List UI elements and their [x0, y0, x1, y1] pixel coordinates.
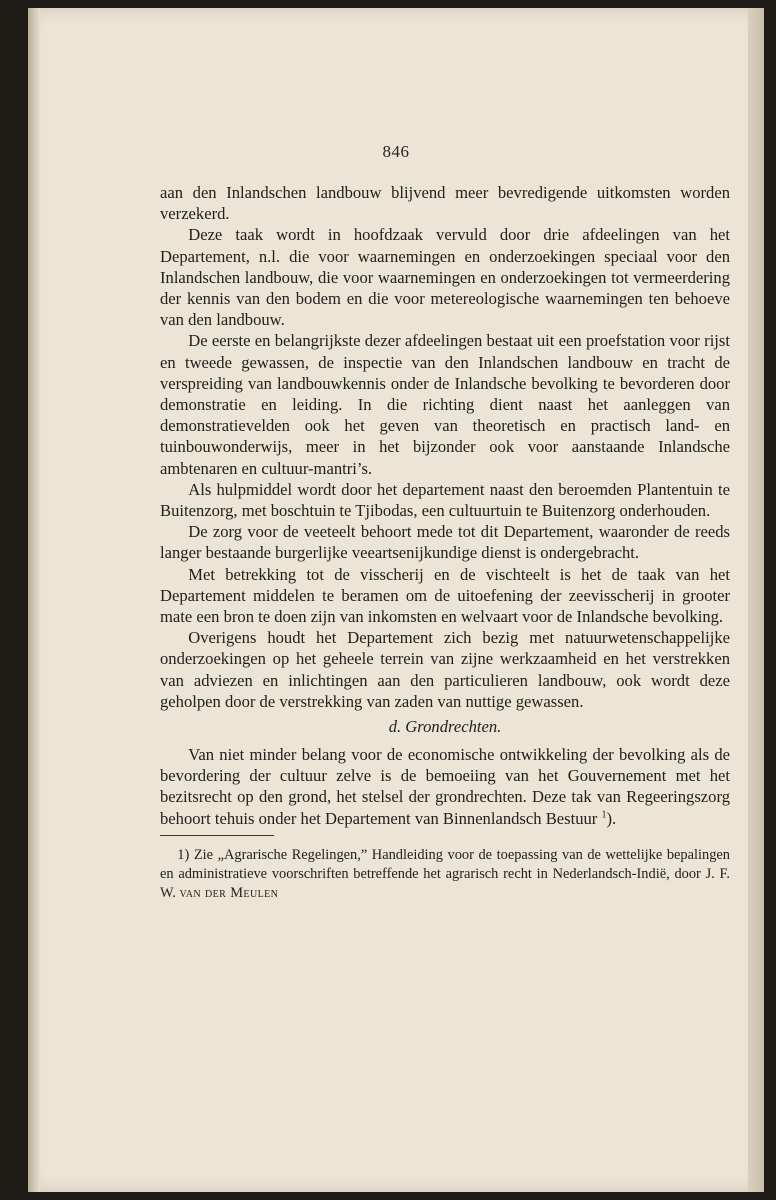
page-number: 846 — [382, 142, 410, 161]
footnote-text: 1) Zie „Agrarische Regelingen,” Handleiding voor de toepassing van de wettelijke bepalingen en administratieve voorschriften betreffende het agrarisch recht in Nederlandsch-Indië, door J. F. W. — [160, 846, 730, 901]
section-paragraph-text: Van niet minder belang voor de economische ontwikkeling der bevolking als de bevordering der cultuur zelve is de bemoeiing van het Gouvernement met het bezitsrecht op den grond, het stelsel der grondrechten. Deze tak van Regeeringszorg behoort tehuis onder het Departement van Binnenlandsch Bestuur — [160, 745, 730, 828]
paragraph-2: Deze taak wordt in hoofdzaak vervuld door drie afdeelingen van het Departement, n.l. die voor waarnemingen en onderzoekingen speciaal voor den Inlandschen landbouw, die voor waarnemingen en onderzoekingen tot vermeerdering der kennis van den bodem en die voor metereologische waarnemingen ten behoeve van den landbouw. — [160, 225, 730, 330]
section-heading: d. Grondrechten. — [388, 717, 502, 737]
footnote-divider — [160, 835, 274, 836]
footnote — [160, 846, 730, 903]
paragraph-3: De eerste en belangrijkste dezer afdeelingen bestaat uit een proefstation voor rijst en tweede gewassen, de inspectie van den Inlandschen landbouw en tracht de verspreiding van landbouwkennis onder de Inlandsche bevolking te bevorderen door demonstratie en leiding. In die richting dient naast het aanleggen van demonstratievelden ook het geven van theoretisch en practisch land- en tuinbouwonderwijs, meer in het bijzonder ook voor aanstaande Inlandsche ambtenaren en cultuur-mantri’s. — [160, 331, 730, 478]
book-page — [28, 8, 764, 1192]
paragraph-5: De zorg voor de veeteelt behoort mede tot dit Departement, waaronder de reeds langer bestaande burgerlijke veeartsenijkundige dienst is ondergebracht. — [160, 522, 730, 563]
paragraph-4: Als hulpmiddel wordt door het departement naast den beroemden Plantentuin te Buitenzorg, met boschtuin te Tjibodas, een cultuurtuin te Buitenzorg onderhouden. — [160, 479, 730, 521]
paragraph-7: Overigens houdt het Departement zich bezig met natuurwetenschappelijke onderzoekingen op het geheele terrein van zijne werkzaamheid en het verstrekken van adviezen en inlichtingen aan den particulieren landbouw, ook wordt deze geholpen door de verstrekking van zaden van nuttige gewassen. — [160, 628, 730, 711]
page-edge — [748, 8, 764, 1192]
footnote-author: van der Meulen — [179, 884, 279, 901]
footnote-marker: 1 — [601, 809, 607, 821]
paragraph-1: aan den Inlandschen landbouw blijvend meer bevredigende uitkomsten worden verzekerd. — [160, 183, 730, 224]
paragraph-6: Met betrekking tot de visscherij en de vischteelt is het de taak van het Departement middelen te beramen om de uitoefening der zeevisscherij in grooter mate een bron te doen zijn van inkomsten en welvaart voor de Inlandsche bevolking. — [160, 564, 730, 627]
section-paragraph — [160, 744, 730, 829]
page-gutter — [28, 8, 40, 1192]
body-text — [160, 182, 730, 903]
section-paragraph-end: ). — [606, 808, 617, 828]
